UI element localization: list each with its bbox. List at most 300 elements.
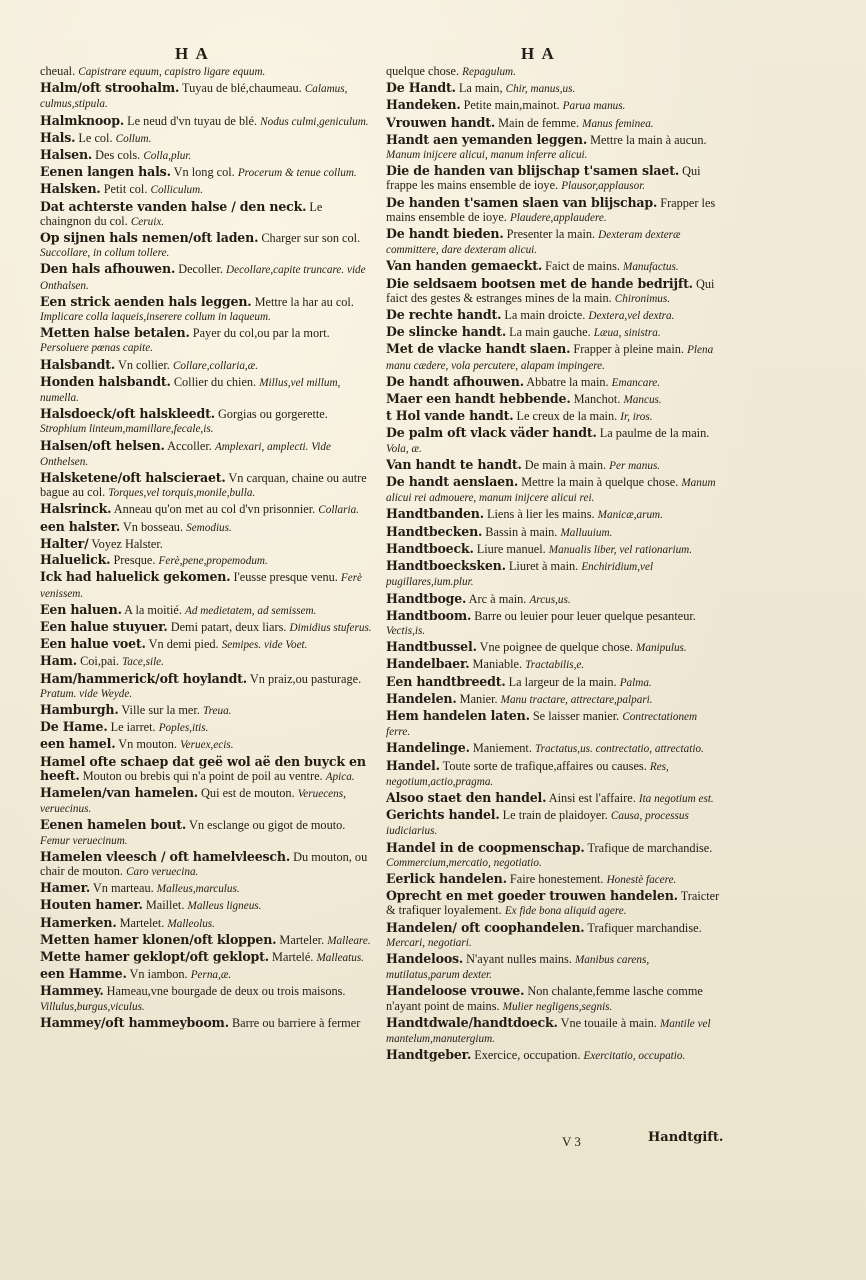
entry-french: Le col. bbox=[78, 130, 113, 145]
entry-french: N'ayant nulles mains. bbox=[466, 951, 572, 966]
entry-french: La largeur de la main. bbox=[508, 674, 617, 689]
entry-headword: Hals. bbox=[40, 129, 76, 145]
dictionary-entry bbox=[40, 703, 376, 718]
entry-french: Vn demi pied. bbox=[148, 637, 219, 652]
entry-french: Abbatre la main. bbox=[526, 374, 609, 389]
entry-latin: Torques,vel torquis,monile,bulla. bbox=[108, 487, 256, 500]
entry-latin: Manibus carens, mutilatus,parum dexter. bbox=[386, 953, 650, 982]
dictionary-entry bbox=[386, 741, 724, 756]
dictionary-entry bbox=[386, 525, 724, 540]
dictionary-entry bbox=[40, 537, 376, 551]
entry-headword: Handtbecken. bbox=[386, 523, 483, 539]
entry-headword: Een haluen. bbox=[40, 601, 122, 617]
entry-headword: Handel in de coopmenschap. bbox=[386, 839, 585, 855]
entry-french: Se laisser manier. bbox=[532, 708, 620, 723]
dictionary-entry bbox=[40, 326, 376, 355]
dictionary-entry bbox=[40, 295, 376, 324]
dictionary-entry bbox=[40, 114, 376, 129]
entry-latin: Ir, iros. bbox=[620, 411, 653, 424]
dictionary-entry bbox=[40, 81, 376, 111]
entry-headword: Hamel ofte schaep dat geë wol aë den buyck en heeft. bbox=[40, 753, 366, 783]
dictionary-entry bbox=[40, 1016, 376, 1030]
entry-french: Petit col. bbox=[103, 182, 148, 197]
dictionary-entry bbox=[40, 262, 376, 292]
entry-headword: Hamelen/van hamelen. bbox=[40, 784, 198, 800]
entry-french: Coi,pai. bbox=[80, 654, 120, 669]
entry-latin: Ceruix. bbox=[130, 215, 165, 228]
entry-headword: De handt afhouwen. bbox=[386, 373, 524, 389]
entry-latin: Millus,vel millum, numella. bbox=[40, 376, 341, 405]
dictionary-entry bbox=[40, 375, 376, 405]
entry-french: Vn carquan, chaine ou autre bague au col. bbox=[40, 471, 367, 500]
entry-french: Exercice, occupation. bbox=[474, 1048, 581, 1063]
entry-latin: Plena manu cædere, vola percutere, alapam impingere. bbox=[386, 344, 714, 372]
dictionary-entry bbox=[386, 952, 724, 982]
entry-french: Collier du chien. bbox=[173, 374, 257, 389]
dictionary-entry bbox=[386, 791, 724, 806]
entry-latin: Calamus, culmus,stipula. bbox=[40, 83, 348, 111]
entry-french: cheual. bbox=[40, 64, 76, 78]
entry-french: Vn mouton. bbox=[118, 737, 178, 752]
entry-headword: Handt aen yemanden leggen. bbox=[386, 131, 588, 147]
entry-french: Maillet. bbox=[145, 898, 185, 913]
dictionary-entry bbox=[40, 720, 376, 735]
entry-french: Qui est de mouton. bbox=[201, 785, 295, 800]
entry-latin: Vectis,is. bbox=[386, 624, 426, 637]
entry-latin: Chironimus. bbox=[614, 292, 671, 305]
entry-headword: Mette hamer geklopt/oft geklopt. bbox=[40, 948, 269, 964]
entry-latin: Per manus. bbox=[609, 459, 661, 472]
entry-headword: Hamburgh. bbox=[40, 701, 119, 717]
entry-headword: Handtboge. bbox=[386, 590, 467, 606]
entry-latin: Colla,plur. bbox=[143, 150, 192, 163]
entry-headword: Handtgeber. bbox=[386, 1047, 472, 1063]
entry-french: Vn iambon. bbox=[129, 967, 188, 982]
dictionary-entry bbox=[386, 759, 724, 789]
dictionary-entry bbox=[386, 640, 724, 655]
entry-headword: Van handt te handt. bbox=[386, 456, 522, 472]
entry-latin: Poples,itis. bbox=[158, 722, 209, 735]
entry-french: La main droicte. bbox=[504, 308, 586, 323]
entry-french: Le chaingnon du col. bbox=[40, 199, 323, 228]
entry-french: Qui frappe les mains ensemble de ioye. bbox=[386, 164, 701, 193]
entry-french: Maniement. bbox=[472, 741, 532, 756]
entry-latin: Manipulus. bbox=[636, 642, 687, 655]
entry-headword: Halmknoop. bbox=[40, 112, 125, 128]
dictionary-entry bbox=[40, 950, 376, 965]
dictionary-entry bbox=[40, 471, 376, 500]
dictionary-entry bbox=[40, 520, 376, 535]
signature-mark: V 3 bbox=[562, 1134, 581, 1149]
entry-latin: Commercium,mercatio, negotiatio. bbox=[386, 856, 542, 869]
entry-headword: Een halue voet. bbox=[40, 636, 146, 652]
entry-headword: Halsen/oft helsen. bbox=[40, 437, 165, 453]
entry-latin: Malleatus. bbox=[316, 951, 364, 964]
entry-latin: Manum alicui rei admouere, manum inijcere alicui rei. bbox=[386, 477, 716, 505]
entry-french: Vne poignee de quelque chose. bbox=[479, 640, 633, 655]
entry-french: Non chalante,femme lasche comme n'ayant point de mains. bbox=[386, 984, 703, 1013]
entry-french: Le train de plaidoyer. bbox=[502, 808, 608, 823]
entry-headword: Vrouwen handt. bbox=[386, 114, 496, 130]
entry-headword: Handeken. bbox=[386, 97, 461, 113]
entry-french: Arc à main. bbox=[468, 591, 527, 606]
entry-latin: Caro veruecina. bbox=[126, 865, 199, 878]
entry-latin: Malleare. bbox=[327, 934, 371, 947]
entry-latin: Malluuium. bbox=[560, 526, 613, 539]
entry-headword: een Hamme. bbox=[40, 966, 127, 982]
dictionary-entry bbox=[40, 358, 376, 373]
entry-french: Petite main,mainot. bbox=[463, 98, 560, 113]
entry-headword: Eerlick handelen. bbox=[386, 870, 507, 886]
dictionary-entry bbox=[386, 559, 724, 589]
entry-headword: De handt aenslaen. bbox=[386, 474, 519, 490]
left-column bbox=[40, 64, 376, 1134]
dictionary-entry bbox=[386, 921, 724, 950]
entry-latin: Malleus ligneus. bbox=[187, 900, 262, 913]
entry-latin: Tace,sile. bbox=[122, 656, 164, 669]
entry-french: Manchot. bbox=[573, 392, 621, 407]
entry-headword: Metten halse betalen. bbox=[40, 325, 190, 341]
dictionary-entry bbox=[40, 439, 376, 469]
dictionary-entry bbox=[386, 1048, 724, 1063]
dictionary-entry bbox=[40, 553, 376, 568]
entry-french: La main gauche. bbox=[509, 325, 591, 340]
entry-french: Mouton ou brebis qui n'a point de poil au ventre. bbox=[82, 768, 323, 783]
dictionary-entry bbox=[40, 898, 376, 913]
entry-french: Bassin à main. bbox=[485, 524, 558, 539]
entry-latin: Honestè facere. bbox=[606, 873, 677, 886]
entry-latin: Succollare, in collum tollere. bbox=[40, 247, 170, 260]
entry-latin: Ad medietatem, ad semissem. bbox=[184, 604, 317, 617]
entry-headword: Handeloos. bbox=[386, 950, 464, 966]
dictionary-entry bbox=[40, 620, 376, 635]
dictionary-entry bbox=[40, 654, 376, 669]
dictionary-entry bbox=[386, 592, 724, 607]
entry-latin: Exercitatio, occupatio. bbox=[583, 1050, 686, 1063]
entry-latin: Collare,collaria,æ. bbox=[172, 359, 258, 372]
entry-french: Liuret à main. bbox=[508, 559, 579, 574]
entry-latin: Manufactus. bbox=[623, 261, 679, 274]
entry-latin: Res, negotium,actio,pragma. bbox=[386, 760, 669, 788]
entry-latin: Malleolus. bbox=[167, 917, 215, 930]
dictionary-entry bbox=[386, 277, 724, 306]
entry-headword: Hamer. bbox=[40, 880, 91, 896]
entry-headword: Die de handen van blijschap t'samen slaet. bbox=[386, 163, 680, 179]
dictionary-entry bbox=[386, 227, 724, 257]
entry-french: Trafiquer marchandise. bbox=[587, 920, 702, 935]
entry-latin: Vola, æ. bbox=[386, 442, 422, 455]
dictionary-entry bbox=[386, 841, 724, 870]
entry-french: La main, bbox=[458, 81, 503, 96]
dictionary-entry bbox=[386, 657, 724, 672]
entry-french: Martelet. bbox=[119, 915, 165, 930]
entry-latin: Manualis liber, vel rationarium. bbox=[548, 543, 693, 556]
entry-french: Vn marteau. bbox=[92, 881, 154, 896]
dictionary-entry bbox=[386, 196, 724, 225]
entry-french: Mettre la har au col. bbox=[254, 294, 354, 309]
entry-headword: Die seldsaem bootsen met de hande bedrijft. bbox=[386, 275, 693, 291]
entry-headword: Hamerken. bbox=[40, 914, 117, 930]
entry-french: Vn collier. bbox=[117, 357, 170, 372]
entry-french: quelque chose. bbox=[386, 64, 460, 78]
entry-latin: Manu tractare, attrectare,palpari. bbox=[500, 693, 653, 706]
entry-latin: Veruex,ecis. bbox=[180, 739, 234, 752]
dictionary-entry bbox=[386, 409, 724, 424]
entry-french: Du mouton, ou chair de mouton. bbox=[40, 849, 368, 878]
entry-headword: Hammey/oft hammeyboom. bbox=[40, 1014, 229, 1030]
dictionary-entry bbox=[40, 570, 376, 600]
entry-headword: De handen t'samen slaen van blijschap. bbox=[386, 194, 658, 210]
entry-headword: Een halue stuyuer. bbox=[40, 618, 168, 634]
entry-latin: Mantile vel mantelum,manutergium. bbox=[386, 1017, 711, 1045]
dictionary-entry bbox=[40, 881, 376, 896]
entry-french: Vn long col. bbox=[173, 165, 235, 180]
entry-headword: Halsdoeck/oft halskleedt. bbox=[40, 406, 215, 422]
entry-french: Hameau,vne bourgade de deux ou trois maisons. bbox=[106, 984, 346, 999]
entry-french: A la moitié. bbox=[124, 602, 182, 617]
entry-french: Frapper à pleine main. bbox=[573, 342, 684, 357]
dictionary-entry bbox=[386, 375, 724, 390]
entry-french: Mettre la main à aucun. bbox=[590, 132, 707, 147]
dictionary-entry bbox=[40, 148, 376, 163]
entry-latin: Dimidius stuferus. bbox=[289, 621, 372, 634]
dictionary-entry bbox=[386, 692, 724, 707]
entry-french: Barre ou barriere à fermer bbox=[231, 1015, 361, 1030]
entry-french: Accoller. bbox=[167, 438, 212, 453]
dictionary-entry bbox=[386, 542, 724, 557]
entry-headword: Een handtbreedt. bbox=[386, 673, 506, 689]
entry-headword: Hamelen vleesch / oft hamelvleesch. bbox=[40, 848, 291, 864]
dictionary-entry bbox=[40, 231, 376, 260]
entry-headword: Op sijnen hals nemen/oft laden. bbox=[40, 230, 259, 246]
entry-latin: Ita negotium est. bbox=[638, 792, 714, 805]
entry-headword: Handtboeck. bbox=[386, 540, 474, 556]
entry-headword: Een strick aenden hals leggen. bbox=[40, 293, 252, 309]
dictionary-entry bbox=[40, 603, 376, 618]
entry-french: Martelé. bbox=[272, 949, 314, 964]
catchword: Handtgift. bbox=[648, 1130, 724, 1145]
entry-french: Frapper les mains ensemble de ioye. bbox=[386, 195, 716, 224]
entry-french: I'eusse presque venu. bbox=[233, 570, 338, 585]
entry-headword: Ham. bbox=[40, 653, 77, 669]
dictionary-entry bbox=[386, 133, 724, 162]
dictionary-entry bbox=[386, 475, 724, 505]
header-right: H A bbox=[521, 44, 556, 63]
entry-french: Anneau qu'on met au col d'vn prisonnier. bbox=[113, 502, 316, 517]
entry-french: Marteler. bbox=[279, 932, 325, 947]
entry-headword: Handtboom. bbox=[386, 607, 472, 623]
dictionary-entry bbox=[40, 916, 376, 931]
dictionary-entry bbox=[386, 458, 724, 473]
entry-headword: Handelbaer. bbox=[386, 656, 470, 672]
entry-french: Vn bosseau. bbox=[122, 519, 184, 534]
dictionary-entry bbox=[40, 850, 376, 879]
entry-french: Barre ou leuier pour leuer quelque pesanteur. bbox=[474, 608, 696, 623]
dictionary-entry bbox=[40, 182, 376, 197]
entry-headword: een hamel. bbox=[40, 736, 116, 752]
entry-headword: Handtboecksken. bbox=[386, 558, 506, 574]
entry-headword: Eenen langen hals. bbox=[40, 164, 171, 180]
dictionary-entry bbox=[40, 984, 376, 1013]
dictionary-entry bbox=[40, 737, 376, 752]
entry-headword: Den hals afhouwen. bbox=[40, 261, 176, 277]
dictionary-entry bbox=[40, 786, 376, 816]
entry-french: Trafique de marchandise. bbox=[587, 840, 713, 855]
entry-headword: Honden halsbandt. bbox=[40, 373, 171, 389]
entry-french: Mettre la main à quelque chose. bbox=[521, 475, 679, 490]
entry-french: La paulme de la main. bbox=[599, 426, 710, 441]
dictionary-entry bbox=[40, 637, 376, 652]
entry-latin: Malleus,marculus. bbox=[156, 883, 240, 896]
entry-latin: Mancus. bbox=[623, 394, 662, 407]
entry-french: Liens à lier les mains. bbox=[487, 507, 595, 522]
entry-latin: Dextera,vel dextra. bbox=[588, 310, 675, 323]
entry-french: Des cols. bbox=[95, 148, 141, 163]
entry-latin: Tractatus,us. contrectatio, attrectatio. bbox=[535, 743, 704, 756]
running-header bbox=[0, 44, 866, 64]
dictionary-entry bbox=[40, 672, 376, 701]
entry-latin: Nodus culmi,geniculum. bbox=[260, 115, 369, 128]
entry-french: Presque. bbox=[113, 553, 156, 568]
entry-latin: Enchiridium,vel pugillares,ium.plur. bbox=[386, 561, 654, 589]
dictionary-entry bbox=[40, 64, 376, 79]
entry-latin: Manum inijcere alicui, manum inferre alicui. bbox=[386, 149, 588, 162]
entry-headword: Van handen gemaeckt. bbox=[386, 258, 543, 274]
dictionary-entry bbox=[40, 200, 376, 229]
header-left: H A bbox=[175, 44, 210, 63]
entry-headword: Handelen. bbox=[386, 690, 457, 706]
dictionary-entry bbox=[386, 984, 724, 1013]
entry-french: Main de femme. bbox=[498, 115, 580, 130]
entry-headword: Maer een handt hebbende. bbox=[386, 391, 571, 407]
entry-french: Decoller. bbox=[178, 262, 223, 277]
entry-french: De main à main. bbox=[524, 457, 607, 472]
entry-french: Liure manuel. bbox=[476, 541, 546, 556]
entry-headword: Eenen hamelen bout. bbox=[40, 817, 187, 833]
entry-headword: Metten hamer klonen/oft kloppen. bbox=[40, 931, 277, 947]
entry-headword: Dat achterste vanden halse / den neck. bbox=[40, 198, 307, 214]
dictionary-entry bbox=[386, 889, 724, 918]
entry-latin: Semipes. vide Voet. bbox=[221, 639, 308, 652]
entry-latin: Plausor,applausor. bbox=[561, 180, 646, 193]
dictionary-entry bbox=[386, 164, 724, 193]
entry-headword: Oprecht en met goeder trouwen handelen. bbox=[386, 888, 678, 904]
entry-headword: Handeloose vrouwe. bbox=[386, 983, 525, 999]
entry-headword: De rechte handt. bbox=[386, 307, 502, 323]
entry-latin: Veruecens, veruecinus. bbox=[40, 787, 346, 816]
entry-latin: Repagulum. bbox=[462, 66, 516, 78]
entry-headword: Ham/hammerick/oft hoylandt. bbox=[40, 670, 247, 686]
entry-headword: Houten hamer. bbox=[40, 897, 143, 913]
entry-french: Gorgias ou gorgerette. bbox=[217, 407, 328, 422]
dictionary-entry bbox=[386, 872, 724, 887]
entry-latin: Apica. bbox=[325, 770, 355, 783]
dictionary-entry bbox=[386, 308, 724, 323]
entry-latin: Mercari, negotiari. bbox=[386, 936, 472, 949]
dictionary-entry bbox=[40, 165, 376, 180]
entry-french: Qui faict des gestes & estranges mines de la main. bbox=[386, 276, 715, 305]
entry-latin: Amplexari, amplecti. Vide Onthelsen. bbox=[40, 440, 331, 468]
dictionary-entry bbox=[386, 609, 724, 638]
dictionary-entry bbox=[386, 259, 724, 274]
dictionary-entry bbox=[40, 818, 376, 847]
dictionary-entry bbox=[40, 755, 376, 784]
entry-headword: Gerichts handel. bbox=[386, 807, 500, 823]
entry-latin: Emancare. bbox=[611, 376, 661, 389]
dictionary-entry bbox=[386, 426, 724, 455]
entry-latin: Causa, processus iudiciarius. bbox=[386, 810, 689, 838]
entry-french: Faire honestement. bbox=[509, 871, 604, 886]
dictionary-entry bbox=[40, 933, 376, 948]
entry-latin: Plaudere,applaudere. bbox=[509, 211, 607, 224]
entry-latin: Collum. bbox=[115, 132, 152, 145]
entry-latin: Palma. bbox=[619, 676, 652, 689]
entry-french: Le neud d'vn tuyau de blé. bbox=[127, 113, 258, 128]
entry-french: Le iarret. bbox=[110, 720, 156, 735]
dictionary-entry bbox=[386, 507, 724, 522]
entry-latin: Colliculum. bbox=[150, 184, 204, 197]
entry-latin: Treua. bbox=[202, 704, 232, 717]
entry-latin: Perna,æ. bbox=[190, 969, 232, 982]
entry-latin: Strophium linteum,mamillare,fecale,is. bbox=[40, 423, 214, 436]
dictionary-entry bbox=[386, 81, 724, 96]
entry-french: Toute sorte de trafique,affaires ou causes. bbox=[442, 758, 647, 773]
dictionary-entry bbox=[386, 98, 724, 113]
entry-headword: Handel. bbox=[386, 757, 440, 773]
dictionary-entry bbox=[386, 808, 724, 838]
entry-headword: Halsrinck. bbox=[40, 501, 112, 517]
entry-latin: Femur veruecinum. bbox=[40, 834, 128, 847]
entry-headword: Handelen/ oft coophandelen. bbox=[386, 919, 585, 935]
entry-latin: Ferè,pene,propemodum. bbox=[158, 555, 268, 568]
entry-french: Charger sur son col. bbox=[261, 231, 361, 246]
entry-latin: Ex fide bona aliquid agere. bbox=[504, 905, 627, 918]
entry-headword: Halm/oft stroohalm. bbox=[40, 80, 180, 96]
entry-latin: Implicare colla laqueis,inserere collum in laqueum. bbox=[40, 311, 271, 324]
entry-french: Voyez Halster. bbox=[91, 536, 163, 551]
entry-headword: Halter/ bbox=[40, 535, 89, 551]
entry-french: Tuyau de blé,chaumeau. bbox=[182, 81, 302, 96]
entry-headword: Handtbanden. bbox=[386, 506, 484, 522]
entry-latin: Persoluere pœnas capite. bbox=[40, 342, 153, 355]
entry-latin: Capistrare equum, capistro ligare equum. bbox=[78, 66, 266, 78]
entry-latin: Collaria. bbox=[318, 504, 359, 517]
entry-french: Vn esclange ou gigot de mouto. bbox=[188, 818, 346, 833]
entry-latin: Semodius. bbox=[186, 521, 232, 534]
right-column bbox=[386, 64, 724, 1134]
entry-headword: Alsoo staet den handel. bbox=[386, 789, 547, 805]
dictionary-entry bbox=[386, 325, 724, 340]
entry-headword: Halsbandt. bbox=[40, 356, 116, 372]
entry-french: Demi patart, deux liars. bbox=[170, 619, 287, 634]
dictionary-entry bbox=[386, 116, 724, 131]
entry-headword: Handtdwale/handtdoeck. bbox=[386, 1014, 558, 1030]
entry-headword: Halsken. bbox=[40, 181, 101, 197]
dictionary-entry bbox=[386, 64, 724, 79]
entry-latin: Villulus,burgus,viculus. bbox=[40, 1000, 145, 1013]
dictionary-entry bbox=[386, 709, 724, 739]
dictionary-entry bbox=[40, 131, 376, 146]
dictionary-entry bbox=[386, 1016, 724, 1046]
entry-latin: Decollare,capite truncare. vide Onthalsen. bbox=[40, 264, 366, 292]
entry-french: Ainsi est l'affaire. bbox=[548, 790, 636, 805]
dictionary-entry bbox=[386, 675, 724, 690]
dictionary-entry bbox=[386, 392, 724, 407]
entry-french: Vn praiz,ou pasturage. bbox=[249, 671, 362, 686]
entry-latin: Pratum. vide Weyde. bbox=[40, 687, 133, 700]
entry-headword: De Handt. bbox=[386, 80, 456, 96]
entry-french: Traicter & trafiquer loyalement. bbox=[386, 889, 720, 918]
